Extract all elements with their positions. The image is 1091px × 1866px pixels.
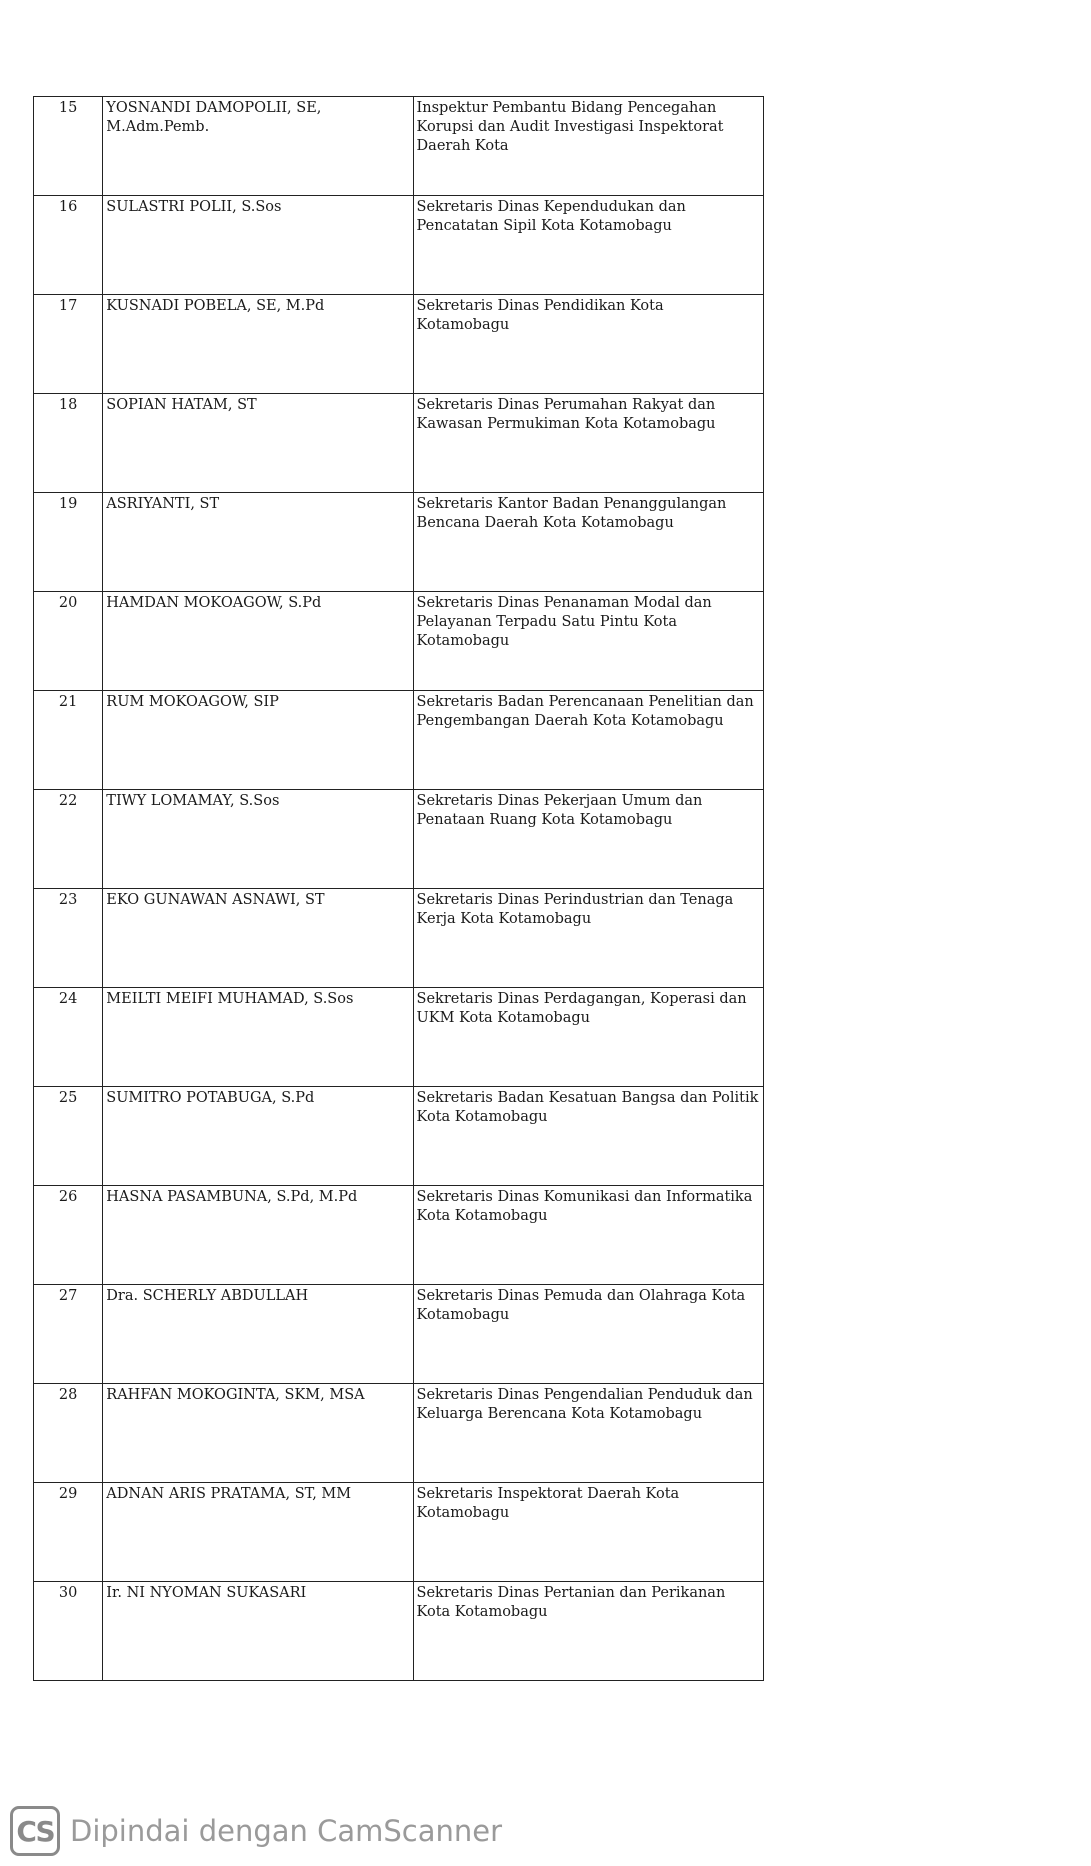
- table-row: [34, 1384, 764, 1483]
- official-name-cell: TIWY LOMAMAY, S.Sos: [103, 790, 413, 889]
- table-row: [34, 1285, 764, 1384]
- table-row: [34, 295, 764, 394]
- table-row: [34, 493, 764, 592]
- position-cell: Sekretaris Dinas Penanaman Modal dan Pelayanan Terpadu Satu Pintu Kota Kotamobagu: [413, 592, 763, 691]
- position-cell: Sekretaris Dinas Pemuda dan Olahraga Kota Kotamobagu: [413, 1285, 763, 1384]
- table-row: [34, 790, 764, 889]
- row-number-cell: 16: [34, 196, 103, 295]
- official-name-cell: YOSNANDI DAMOPOLII, SE, M.Adm.Pemb.: [103, 97, 413, 196]
- row-number-cell: 18: [34, 394, 103, 493]
- official-name-cell: HASNA PASAMBUNA, S.Pd, M.Pd: [103, 1186, 413, 1285]
- official-name-cell: EKO GUNAWAN ASNAWI, ST: [103, 889, 413, 988]
- row-number-cell: 20: [34, 592, 103, 691]
- row-number-cell: 22: [34, 790, 103, 889]
- row-number-cell: 15: [34, 97, 103, 196]
- position-cell: Sekretaris Dinas Pertanian dan Perikanan Kota Kotamobagu: [413, 1582, 763, 1681]
- table-row: [34, 889, 764, 988]
- position-cell: Sekretaris Dinas Perdagangan, Koperasi dan UKM Kota Kotamobagu: [413, 988, 763, 1087]
- table-row: [34, 691, 764, 790]
- position-cell: Sekretaris Inspektorat Daerah Kota Kotamobagu: [413, 1483, 763, 1582]
- position-cell: Sekretaris Dinas Pengendalian Penduduk dan Keluarga Berencana Kota Kotamobagu: [413, 1384, 763, 1483]
- table-row: [34, 592, 764, 691]
- position-cell: Inspektur Pembantu Bidang Pencegahan Korupsi dan Audit Investigasi Inspektorat Daerah Kota: [413, 97, 763, 196]
- position-cell: Sekretaris Dinas Komunikasi dan Informatika Kota Kotamobagu: [413, 1186, 763, 1285]
- official-name-cell: SOPIAN HATAM, ST: [103, 394, 413, 493]
- camscanner-caption: Dipindai dengan CamScanner: [70, 1814, 503, 1848]
- row-number-cell: 27: [34, 1285, 103, 1384]
- row-number-cell: 25: [34, 1087, 103, 1186]
- position-cell: Sekretaris Dinas Pendidikan Kota Kotamobagu: [413, 295, 763, 394]
- camscanner-logo-icon: CS: [10, 1806, 60, 1856]
- row-number-cell: 28: [34, 1384, 103, 1483]
- official-name-cell: ADNAN ARIS PRATAMA, ST, MM: [103, 1483, 413, 1582]
- table-row: [34, 196, 764, 295]
- position-cell: Sekretaris Dinas Pekerjaan Umum dan Penataan Ruang Kota Kotamobagu: [413, 790, 763, 889]
- row-number-cell: 29: [34, 1483, 103, 1582]
- personnel-table: [33, 96, 764, 1681]
- table-row: [34, 988, 764, 1087]
- table-row: [34, 1483, 764, 1582]
- official-name-cell: SUMITRO POTABUGA, S.Pd: [103, 1087, 413, 1186]
- official-name-cell: KUSNADI POBELA, SE, M.Pd: [103, 295, 413, 394]
- position-cell: Sekretaris Badan Kesatuan Bangsa dan Politik Kota Kotamobagu: [413, 1087, 763, 1186]
- official-name-cell: Ir. NI NYOMAN SUKASARI: [103, 1582, 413, 1681]
- table-row: [34, 97, 764, 196]
- official-name-cell: MEILTI MEIFI MUHAMAD, S.Sos: [103, 988, 413, 1087]
- row-number-cell: 19: [34, 493, 103, 592]
- position-cell: Sekretaris Dinas Kependudukan dan Pencatatan Sipil Kota Kotamobagu: [413, 196, 763, 295]
- position-cell: Sekretaris Kantor Badan Penanggulangan Bencana Daerah Kota Kotamobagu: [413, 493, 763, 592]
- official-name-cell: Dra. SCHERLY ABDULLAH: [103, 1285, 413, 1384]
- position-cell: Sekretaris Badan Perencanaan Penelitian dan Pengembangan Daerah Kota Kotamobagu: [413, 691, 763, 790]
- row-number-cell: 23: [34, 889, 103, 988]
- table-row: [34, 1186, 764, 1285]
- personnel-table-body: [34, 97, 764, 1681]
- table-row: [34, 394, 764, 493]
- row-number-cell: 17: [34, 295, 103, 394]
- official-name-cell: RUM MOKOAGOW, SIP: [103, 691, 413, 790]
- position-cell: Sekretaris Dinas Perindustrian dan Tenaga Kerja Kota Kotamobagu: [413, 889, 763, 988]
- row-number-cell: 24: [34, 988, 103, 1087]
- table-row: [34, 1087, 764, 1186]
- official-name-cell: HAMDAN MOKOAGOW, S.Pd: [103, 592, 413, 691]
- row-number-cell: 26: [34, 1186, 103, 1285]
- table-row: [34, 1582, 764, 1681]
- official-name-cell: RAHFAN MOKOGINTA, SKM, MSA: [103, 1384, 413, 1483]
- official-name-cell: ASRIYANTI, ST: [103, 493, 413, 592]
- position-cell: Sekretaris Dinas Perumahan Rakyat dan Kawasan Permukiman Kota Kotamobagu: [413, 394, 763, 493]
- camscanner-footer: [10, 1808, 502, 1854]
- official-name-cell: SULASTRI POLII, S.Sos: [103, 196, 413, 295]
- row-number-cell: 21: [34, 691, 103, 790]
- row-number-cell: 30: [34, 1582, 103, 1681]
